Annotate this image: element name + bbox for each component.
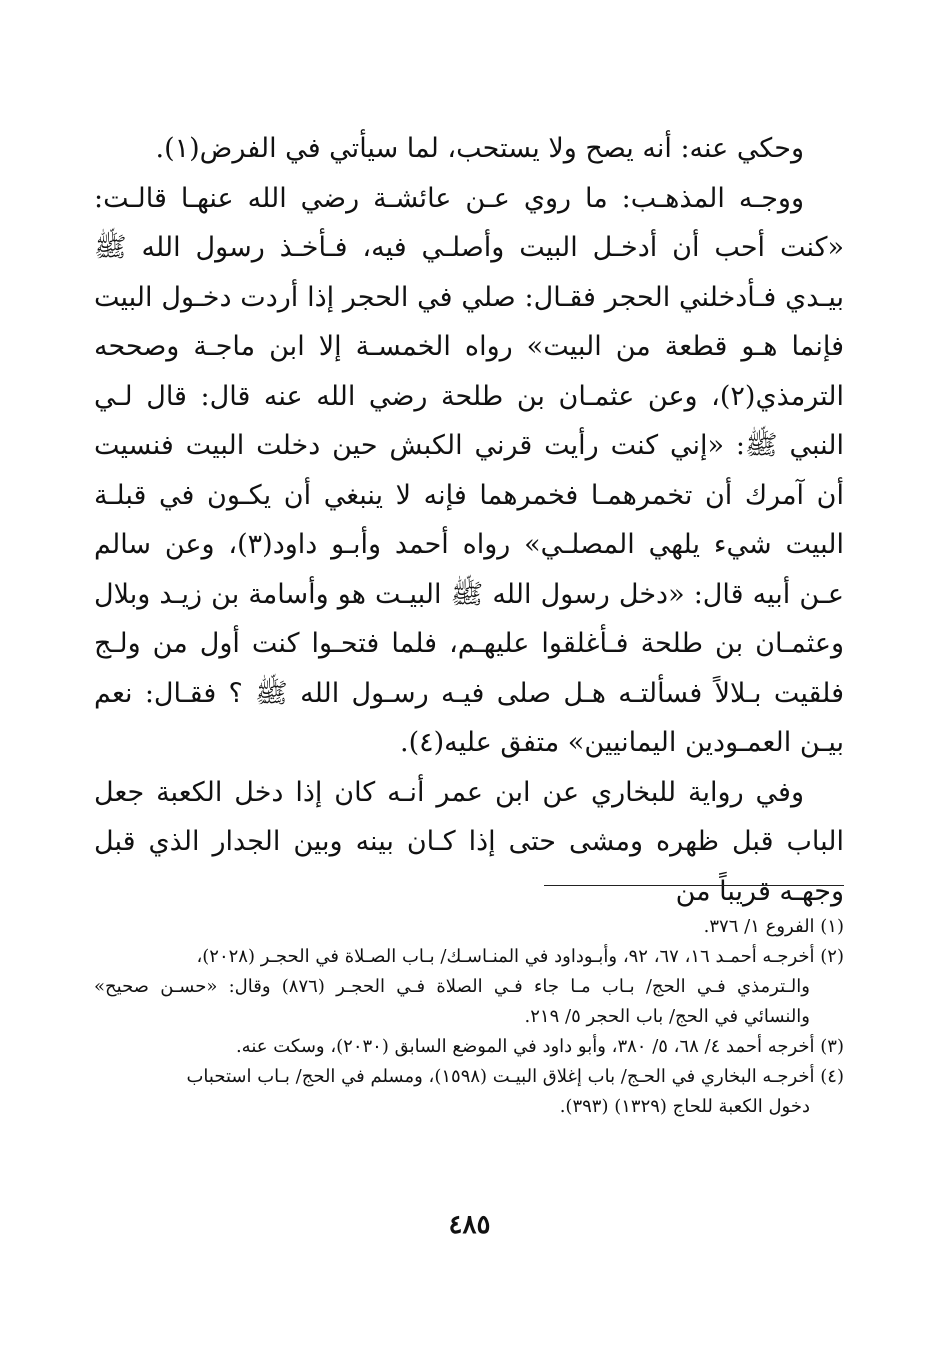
main-text [94,124,844,916]
paragraph: ووجـه المذهـب: ما روي عـن عائشـة رضي الله عنهـا قالـت: «كنت أحب أن أدخـل البيت وأصلـي فيه، فـأخـذ رسول الله ﷺ بيـدي فـأدخلني الحجر فقـال: صلي في الحجر إذا أردت دخـول البيت فإنما هـو قطعة من البيت» رواه الخمسـة إلا ابن ماجـة وصححه الترمذي(٢)، وعن عثمـان بن طلحة رضي الله عنه قال: قال لـي النبي ﷺ: «إني كنت رأيت قرني الكبش حين دخلت البيت فنسيت أن آمرك أن تخمرهمـا فخمرهما فإنه لا ينبغي أن يكـون في قبلـة البيت شيء يلهي المصلـي» رواه أحمد وأبـو داود(٣)، وعن سالم عـن أبيه قال: «دخل رسول الله ﷺ البيـت هو وأسامة بن زيـد وبلال وعثمـان بن طلحة فـأغلقوا عليهـم، فلما فتحـوا كنت أول من ولـج فلقيت بـلالاً فسألتـه هـل صلى فيـه رسـول الله ﷺ ؟ فقـال: نعم بيـن العمـودين اليمانيين» متفق عليه(٤). [94,182,844,758]
footnote [94,942,844,1032]
footnote [94,912,844,942]
footnote-text: (٤) أخرجـه البخاري في الحـج/ باب إغلاق البيـت (١٥٩٨)، ومسلم في الحج/ بـاب استحباب [186,1066,844,1087]
footnote-text: (١) الفروع ١/ ٣٧٦. [703,916,844,937]
footnote-text: (٣) أخرجه أحمد ٤/ ٦٨، ٥/ ٣٨٠، وأبو داود في الموضع السابق (٢٠٣٠)، وسكت عنه. [235,1036,844,1057]
footnote-continuation: دخول الكعبة للحاج (١٣٢٩) (٣٩٣). [559,1096,810,1117]
footnote-divider [544,885,844,886]
paragraph: وفي رواية للبخاري عن ابن عمر أنـه كان إذا دخل الكعبة جعل الباب قبل ظهره ومشى حتى إذا كـان بينه وبين الجدار الذي قبل وجهـه قريباً من [94,776,844,907]
footnote-continuation: والـترمذي فـي الحج/ بـاب مـا جاء فـي الصلاة فـي الحجـر (٨٧٦) وقال: «حسـن صحيح» والنسائي في الحج/ باب الحجر ٥/ ٢١٩. [94,976,810,1027]
page-number: ٤٨٥ [448,1210,491,1240]
footnote [94,1032,844,1062]
footnotes [94,912,844,1122]
footnote-text: (٢) أخرجـه أحمـد ١٦، ٦٧، ٩٢، وأبـوداود في المنـاسـك/ بـاب الصـلاة في الحجـر (٢٠٢٨)، [196,946,844,967]
footnote [94,1062,844,1122]
paragraph: وحكي عنه: أنه يصح ولا يستحب، لما سيأتي في الفرض(١). [155,133,804,164]
